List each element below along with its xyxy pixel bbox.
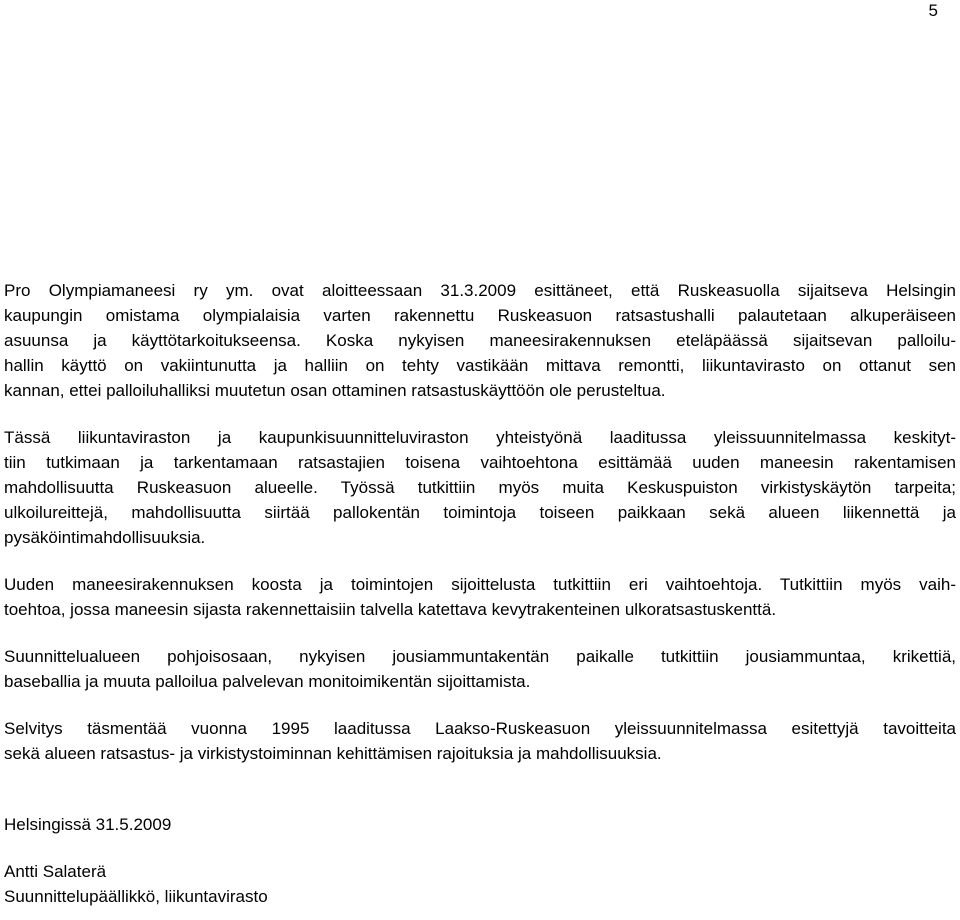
text-line: asuunsa ja käyttötarkoitukseensa. Koska nykyisen maneesirakennuksen eteläpäässä sijaitsevan palloilu- — [4, 331, 956, 350]
paragraph-general-plan — [4, 425, 956, 550]
paragraph-report-summary — [4, 716, 956, 766]
text-line: pysäköintimahdollisuuksia. — [4, 528, 206, 547]
place-date: Helsingissä 31.5.2009 — [4, 815, 172, 834]
text-line: baseballia ja muuta palloilua palvelevan monitoimikentän sijoittamista. — [4, 672, 531, 691]
document-body — [4, 278, 956, 909]
text-line: toehtoa, jossa maneesin sijasta rakennettaisiin talvella katettava kevytrakenteinen ulkoratsastuskenttä. — [4, 600, 777, 619]
signature-block — [4, 812, 956, 909]
text-line: kannan, ettei palloiluhalliksi muutetun osan ottaminen ratsastuskäyttöön ole perusteltua. — [4, 381, 666, 400]
text-line: Selvitys täsmentää vuonna 1995 laaditussa Laakso-Ruskeasuon yleissuunnitelmassa esitettyjä tavoitteita — [4, 719, 956, 738]
page-number: 5 — [928, 1, 938, 20]
signer-title: Suunnittelupäällikkö, liikuntavirasto — [4, 887, 268, 906]
paragraph-initiative — [4, 278, 956, 403]
text-line: hallin käyttö on vakiintunutta ja halliin on tehty vastikään mittava remontti, liikuntavirasto on ottanut sen — [4, 356, 956, 375]
text-line: sekä alueen ratsastus- ja virkistystoiminnan kehittämisen rajoituksia ja mahdollisuuksia. — [4, 744, 662, 763]
text-line: tiin tutkimaan ja tarkentamaan ratsastajien toisena vaihtoehtona esittämää uuden maneesin rakentamisen — [4, 453, 956, 472]
text-line: Tässä liikuntaviraston ja kaupunkisuunnitteluviraston yhteistyönä laaditussa yleissuunnitelmassa keskityt- — [4, 428, 956, 447]
signer-name: Antti Salaterä — [4, 862, 107, 881]
text-line: Uuden maneesirakennuksen koosta ja toimintojen sijoittelusta tutkittiin eri vaihtoehtoja. Tutkittiin myös vaih- — [4, 575, 956, 594]
text-line: mahdollisuutta Ruskeasuon alueelle. Työssä tutkittiin myös muita Keskuspuiston virkistyskäytön tarpeita; — [4, 478, 956, 497]
text-line: Pro Olympiamaneesi ry ym. ovat aloitteessaan 31.3.2009 esittäneet, että Ruskeasuolla sijaitseva Helsingin — [4, 281, 956, 300]
paragraph-alternatives — [4, 572, 956, 622]
paragraph-north-area — [4, 644, 956, 694]
text-line: ulkoilureittejä, mahdollisuutta siirtää pallokentän toimintoja toiseen paikkaan sekä alueen liikennettä ja — [4, 503, 956, 522]
text-line: Suunnittelualueen pohjoisosaan, nykyisen jousiammuntakentän paikalle tutkittiin jousiammuntaa, krikettiä, — [4, 647, 956, 666]
text-line: kaupungin omistama olympialaisia varten rakennettu Ruskeasuon ratsastushalli palautetaan alkuperäiseen — [4, 306, 956, 325]
